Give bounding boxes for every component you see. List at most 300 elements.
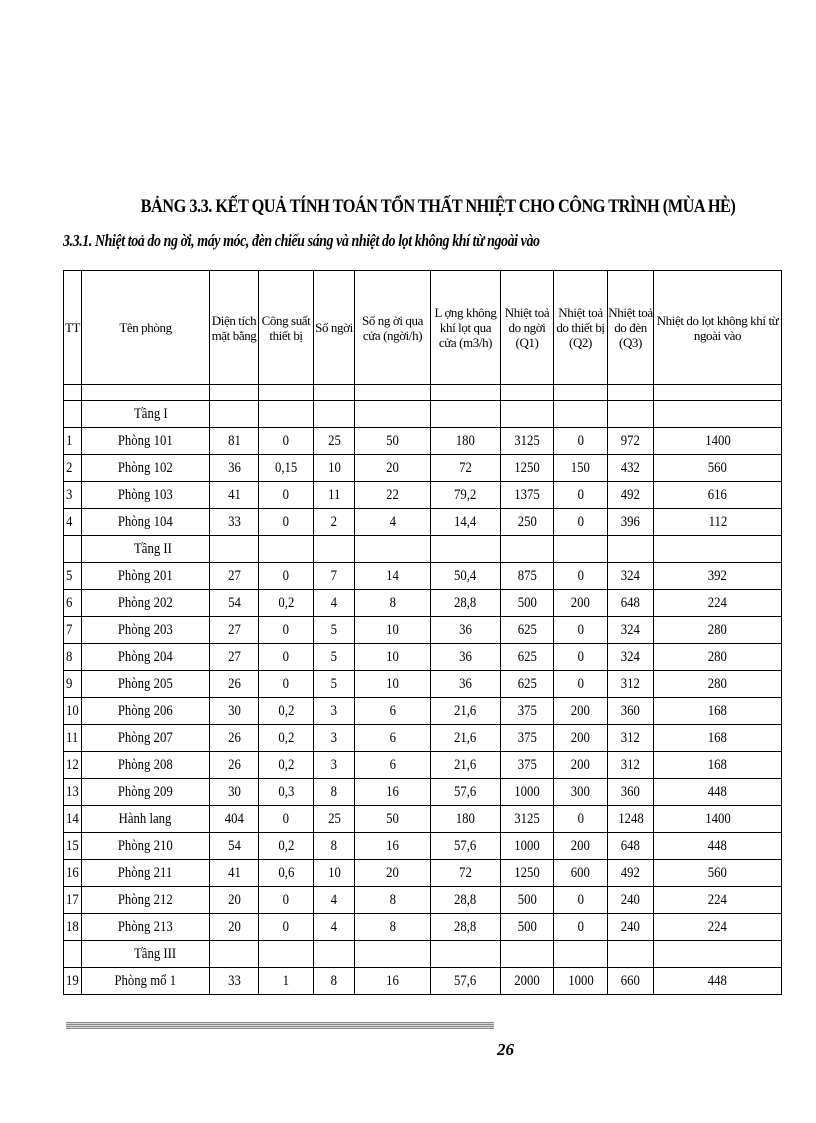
cell-equipment-power (259, 806, 314, 833)
cell-heat-people (501, 617, 554, 644)
cell-air-infiltration (431, 671, 501, 698)
empty-cell (654, 536, 782, 563)
cell-value: 224 (707, 594, 728, 611)
cell-value: 16 (386, 972, 399, 989)
cell-value: 1400 (704, 810, 731, 827)
cell-tt (64, 914, 82, 941)
table-row (64, 428, 782, 455)
cell-room-name (82, 428, 210, 455)
header-heat-lighting: Nhiệt toả do đèn (Q3) (608, 271, 654, 385)
cell-heat-people (501, 698, 554, 725)
cell-value: 3 (330, 729, 338, 746)
cell-value: 0,2 (278, 702, 294, 719)
cell-value: Phòng 208 (118, 756, 173, 773)
cell-tt (64, 482, 82, 509)
cell-heat-infiltration (654, 860, 782, 887)
cell-value: 0 (282, 432, 290, 449)
cell-value: 0 (282, 486, 290, 503)
cell-heat-equipment (554, 590, 608, 617)
cell-value: 560 (707, 864, 728, 881)
cell-heat-lighting (608, 671, 654, 698)
cell-value: 27 (227, 567, 241, 584)
table-row (64, 698, 782, 725)
cell-people-count (314, 833, 355, 860)
cell-value: 0 (577, 675, 584, 692)
table-row (64, 806, 782, 833)
cell-people-through-door (355, 833, 431, 860)
cell-equipment-power (259, 698, 314, 725)
cell-heat-equipment (554, 887, 608, 914)
cell-value: 1000 (514, 783, 540, 800)
cell-value: 16 (386, 783, 399, 800)
cell-value: 312 (620, 675, 641, 692)
cell-value: 324 (620, 567, 641, 584)
cell-value: 240 (620, 891, 641, 908)
cell-value: 224 (707, 891, 728, 908)
cell-value: 300 (570, 783, 591, 800)
table-row (64, 509, 782, 536)
cell-tt (64, 725, 82, 752)
cell-value: 1248 (617, 810, 644, 827)
cell-people-through-door (355, 455, 431, 482)
cell-value: Hành lang (119, 810, 172, 827)
cell-heat-people (501, 833, 554, 860)
empty-cell (355, 401, 431, 428)
cell-room-name (82, 860, 210, 887)
cell-value: Phòng 201 (118, 567, 173, 584)
cell-floor-area (210, 698, 259, 725)
cell-air-infiltration (431, 698, 501, 725)
cell-heat-people (501, 428, 554, 455)
cell-heat-equipment (554, 860, 608, 887)
cell-value: 240 (620, 918, 641, 935)
table-row (64, 590, 782, 617)
cell-tt (64, 455, 82, 482)
cell-tt (64, 752, 82, 779)
cell-air-infiltration (431, 428, 501, 455)
cell-value: Phòng 210 (118, 837, 173, 854)
empty-cell (314, 941, 355, 968)
cell-room-name (82, 887, 210, 914)
cell-people-count (314, 590, 355, 617)
cell-value: 50,4 (454, 567, 477, 584)
cell-equipment-power (259, 563, 314, 590)
cell-people-through-door (355, 806, 431, 833)
cell-heat-equipment (554, 617, 608, 644)
cell-heat-lighting (608, 590, 654, 617)
cell-value: Phòng 211 (118, 864, 173, 881)
page-number: 26 (497, 1040, 514, 1059)
cell-equipment-power (259, 644, 314, 671)
cell-room-name (82, 968, 210, 995)
cell-value: 312 (620, 756, 641, 773)
floor-label (82, 536, 210, 563)
cell-people-count (314, 563, 355, 590)
cell-heat-people (501, 806, 554, 833)
footer-rule (66, 1022, 494, 1029)
cell-air-infiltration (431, 806, 501, 833)
empty-cell (259, 401, 314, 428)
empty-cell (314, 385, 355, 401)
cell-value: 0 (577, 432, 584, 449)
cell-heat-infiltration (654, 968, 782, 995)
empty-cell (501, 385, 554, 401)
cell-value: 625 (517, 621, 537, 638)
header-floor-area: Diện tích mặt bằng (210, 271, 259, 385)
cell-value: 81 (227, 432, 241, 449)
cell-heat-equipment (554, 833, 608, 860)
cell-heat-people (501, 752, 554, 779)
cell-value: 10 (327, 459, 341, 476)
cell-value: Phòng 207 (118, 729, 173, 746)
cell-heat-infiltration (654, 806, 782, 833)
cell-people-through-door (355, 860, 431, 887)
cell-heat-people (501, 455, 554, 482)
empty-cell (654, 401, 782, 428)
cell-people-count (314, 752, 355, 779)
cell-value: 168 (707, 729, 728, 746)
cell-value: 324 (620, 621, 641, 638)
cell-heat-lighting (608, 563, 654, 590)
cell-value: 375 (517, 729, 537, 746)
table-row (64, 968, 782, 995)
cell-heat-people (501, 509, 554, 536)
cell-floor-area (210, 671, 259, 698)
cell-value: Phòng 212 (118, 891, 173, 908)
cell-value: 0,2 (278, 729, 294, 746)
cell-floor-area (210, 833, 259, 860)
empty-cell (355, 536, 431, 563)
floor-row (64, 941, 782, 968)
cell-tt (64, 509, 82, 536)
cell-value: 360 (620, 702, 641, 719)
cell-heat-equipment (554, 482, 608, 509)
cell-value: 30 (227, 783, 241, 800)
cell-value: 8 (330, 972, 338, 989)
cell-value: 33 (227, 972, 241, 989)
cell-heat-equipment (554, 806, 608, 833)
table-header-row (64, 271, 782, 385)
cell-heat-lighting (608, 482, 654, 509)
header-air-infiltration: L ợng không khí lọt qua cửa (m3/h) (431, 271, 501, 385)
cell-people-through-door (355, 644, 431, 671)
cell-people-count (314, 455, 355, 482)
cell-heat-lighting (608, 914, 654, 941)
cell-floor-area (210, 482, 259, 509)
cell-value: 6 (389, 756, 396, 773)
cell-value: 0 (282, 675, 290, 692)
cell-value: 0 (282, 513, 290, 530)
cell-heat-people (501, 725, 554, 752)
cell-value: 50 (386, 810, 399, 827)
cell-tt (64, 644, 82, 671)
cell-value: 448 (707, 783, 728, 800)
cell-people-count (314, 779, 355, 806)
empty-cell (82, 385, 210, 401)
empty-cell (210, 536, 259, 563)
cell-value: 448 (707, 837, 728, 854)
cell-heat-infiltration (654, 644, 782, 671)
cell-heat-lighting (608, 806, 654, 833)
cell-value: 28,8 (454, 891, 477, 908)
table-row (64, 779, 782, 806)
cell-heat-infiltration (654, 671, 782, 698)
cell-value: 8 (66, 648, 73, 665)
cell-value: 57,6 (454, 783, 477, 800)
cell-value: 16 (386, 837, 399, 854)
cell-heat-people (501, 563, 554, 590)
cell-value: 6 (66, 594, 73, 611)
cell-value: 616 (707, 486, 728, 503)
cell-value: Phòng 205 (118, 675, 173, 692)
cell-heat-infiltration (654, 590, 782, 617)
cell-value: 500 (517, 594, 537, 611)
cell-value: 312 (620, 729, 641, 746)
cell-value: 0 (282, 648, 290, 665)
table-row (64, 455, 782, 482)
cell-value: 10 (327, 864, 341, 881)
cell-value: 625 (517, 675, 537, 692)
cell-value: 19 (66, 972, 79, 989)
heat-loss-table (63, 270, 782, 995)
cell-value: 8 (330, 783, 338, 800)
empty-cell (654, 941, 782, 968)
cell-value: 432 (620, 459, 641, 476)
header-people-through-door: Số ng ời qua cửa (ngời/h) (355, 271, 431, 385)
cell-room-name (82, 698, 210, 725)
cell-tt (64, 806, 82, 833)
cell-floor-area (210, 725, 259, 752)
cell-room-name (82, 455, 210, 482)
empty-cell (554, 941, 608, 968)
floor-label (82, 941, 210, 968)
cell-heat-equipment (554, 455, 608, 482)
cell-value: 11 (327, 486, 341, 503)
cell-value: 875 (517, 567, 537, 584)
cell-air-infiltration (431, 563, 501, 590)
cell-value: 200 (570, 702, 591, 719)
empty-cell (314, 401, 355, 428)
cell-tt (64, 860, 82, 887)
cell-heat-people (501, 887, 554, 914)
empty-cell (501, 536, 554, 563)
cell-heat-equipment (554, 752, 608, 779)
cell-value: 0,3 (278, 783, 294, 800)
cell-value: 1250 (514, 459, 540, 476)
cell-value: 7 (330, 567, 338, 584)
cell-value: 7 (66, 621, 73, 638)
cell-value: Phòng 203 (118, 621, 173, 638)
cell-value: 200 (570, 837, 591, 854)
table-row (64, 860, 782, 887)
cell-value: 28,8 (454, 918, 477, 935)
cell-value: 26 (227, 675, 241, 692)
cell-value: Phòng mổ 1 (114, 972, 177, 989)
cell-value: 21,6 (454, 756, 477, 773)
cell-people-count (314, 806, 355, 833)
header-heat-infiltration: Nhiệt do lọt không khí từ ngoài vào (654, 271, 782, 385)
cell-floor-area (210, 590, 259, 617)
cell-equipment-power (259, 725, 314, 752)
cell-heat-people (501, 779, 554, 806)
cell-value: 6 (389, 702, 396, 719)
cell-room-name (82, 806, 210, 833)
cell-heat-infiltration (654, 428, 782, 455)
cell-people-through-door (355, 887, 431, 914)
cell-value: 27 (227, 648, 241, 665)
cell-value: 404 (224, 810, 244, 827)
cell-value: 324 (620, 648, 641, 665)
cell-value: 1375 (514, 486, 540, 503)
cell-value: 14 (66, 810, 79, 827)
cell-people-count (314, 428, 355, 455)
cell-value: 18 (66, 918, 79, 935)
cell-heat-equipment (554, 779, 608, 806)
cell-value: 5 (66, 567, 73, 584)
cell-value: 36 (227, 459, 241, 476)
cell-equipment-power (259, 428, 314, 455)
cell-value: 0 (577, 621, 584, 638)
cell-heat-lighting (608, 698, 654, 725)
cell-value: 0 (282, 567, 290, 584)
cell-equipment-power (259, 455, 314, 482)
cell-value: 200 (570, 594, 591, 611)
cell-equipment-power (259, 860, 314, 887)
cell-value: 50 (386, 432, 399, 449)
cell-heat-equipment (554, 509, 608, 536)
empty-cell (501, 941, 554, 968)
cell-air-infiltration (431, 482, 501, 509)
cell-value: 20 (386, 864, 399, 881)
header-tt: TT (64, 271, 82, 385)
cell-value: 26 (227, 729, 241, 746)
cell-tt (64, 887, 82, 914)
cell-people-count (314, 644, 355, 671)
cell-air-infiltration (431, 590, 501, 617)
cell-value: 0 (577, 486, 584, 503)
cell-room-name (82, 482, 210, 509)
cell-value: 168 (707, 702, 728, 719)
empty-cell (355, 385, 431, 401)
cell-heat-lighting (608, 833, 654, 860)
cell-heat-lighting (608, 887, 654, 914)
cell-floor-area (210, 914, 259, 941)
cell-value: 250 (517, 513, 537, 530)
floor-label-text: Tầng I (134, 405, 168, 422)
cell-value: 20 (386, 459, 399, 476)
cell-value: 1250 (514, 864, 540, 881)
empty-cell (314, 536, 355, 563)
cell-air-infiltration (431, 914, 501, 941)
cell-value: 3 (66, 486, 73, 503)
header-room-name: Tên phòng (82, 271, 210, 385)
empty-cell (608, 401, 654, 428)
cell-value: 57,6 (454, 837, 477, 854)
table-row (64, 914, 782, 941)
cell-value: 17 (66, 891, 79, 908)
empty-cell (554, 401, 608, 428)
cell-value: 0 (577, 891, 584, 908)
cell-value: 2 (66, 459, 73, 476)
cell-heat-lighting (608, 509, 654, 536)
empty-cell (608, 536, 654, 563)
cell-value: 0 (282, 810, 290, 827)
cell-value: 392 (707, 567, 728, 584)
cell-value: 25 (327, 810, 341, 827)
cell-people-through-door (355, 671, 431, 698)
cell-heat-people (501, 860, 554, 887)
cell-heat-lighting (608, 617, 654, 644)
cell-value: Phòng 104 (118, 513, 173, 530)
cell-value: 625 (517, 648, 537, 665)
cell-value: 180 (455, 432, 476, 449)
cell-floor-area (210, 806, 259, 833)
cell-floor-area (210, 968, 259, 995)
cell-heat-infiltration (654, 455, 782, 482)
cell-heat-lighting (608, 644, 654, 671)
cell-air-infiltration (431, 644, 501, 671)
cell-tt (64, 968, 82, 995)
cell-value: 3125 (514, 432, 540, 449)
cell-value: 0,6 (278, 864, 294, 881)
cell-value: 0 (577, 567, 584, 584)
floor-row (64, 536, 782, 563)
empty-cell (608, 941, 654, 968)
cell-value: 4 (66, 513, 73, 530)
cell-value: 0 (282, 891, 290, 908)
table-row (64, 833, 782, 860)
cell-value: 375 (517, 756, 537, 773)
cell-heat-infiltration (654, 779, 782, 806)
cell-value: 4 (330, 918, 338, 935)
cell-heat-people (501, 590, 554, 617)
cell-floor-area (210, 455, 259, 482)
cell-room-name (82, 779, 210, 806)
cell-value: 20 (227, 891, 241, 908)
empty-cell (431, 536, 501, 563)
cell-room-name (82, 509, 210, 536)
cell-air-infiltration (431, 617, 501, 644)
empty-cell (210, 941, 259, 968)
cell-floor-area (210, 428, 259, 455)
header-people-count: Số ngời (314, 271, 355, 385)
cell-value: 0 (282, 621, 290, 638)
cell-tt (64, 698, 82, 725)
cell-room-name (82, 725, 210, 752)
cell-value: 21,6 (454, 702, 477, 719)
cell-equipment-power (259, 482, 314, 509)
cell-value: 6 (389, 729, 396, 746)
cell-people-count (314, 887, 355, 914)
cell-value: 33 (227, 513, 241, 530)
cell-value: 10 (386, 648, 399, 665)
cell-people-through-door (355, 725, 431, 752)
cell-heat-equipment (554, 644, 608, 671)
cell-value: 560 (707, 459, 728, 476)
cell-people-through-door (355, 428, 431, 455)
cell-value: 5 (330, 621, 338, 638)
spacer-row (64, 385, 782, 401)
cell-equipment-power (259, 590, 314, 617)
cell-heat-lighting (608, 725, 654, 752)
cell-people-through-door (355, 779, 431, 806)
cell-people-count (314, 509, 355, 536)
cell-value: 0 (577, 648, 584, 665)
cell-heat-infiltration (654, 752, 782, 779)
cell-heat-equipment (554, 563, 608, 590)
cell-room-name (82, 833, 210, 860)
cell-value: 30 (227, 702, 241, 719)
